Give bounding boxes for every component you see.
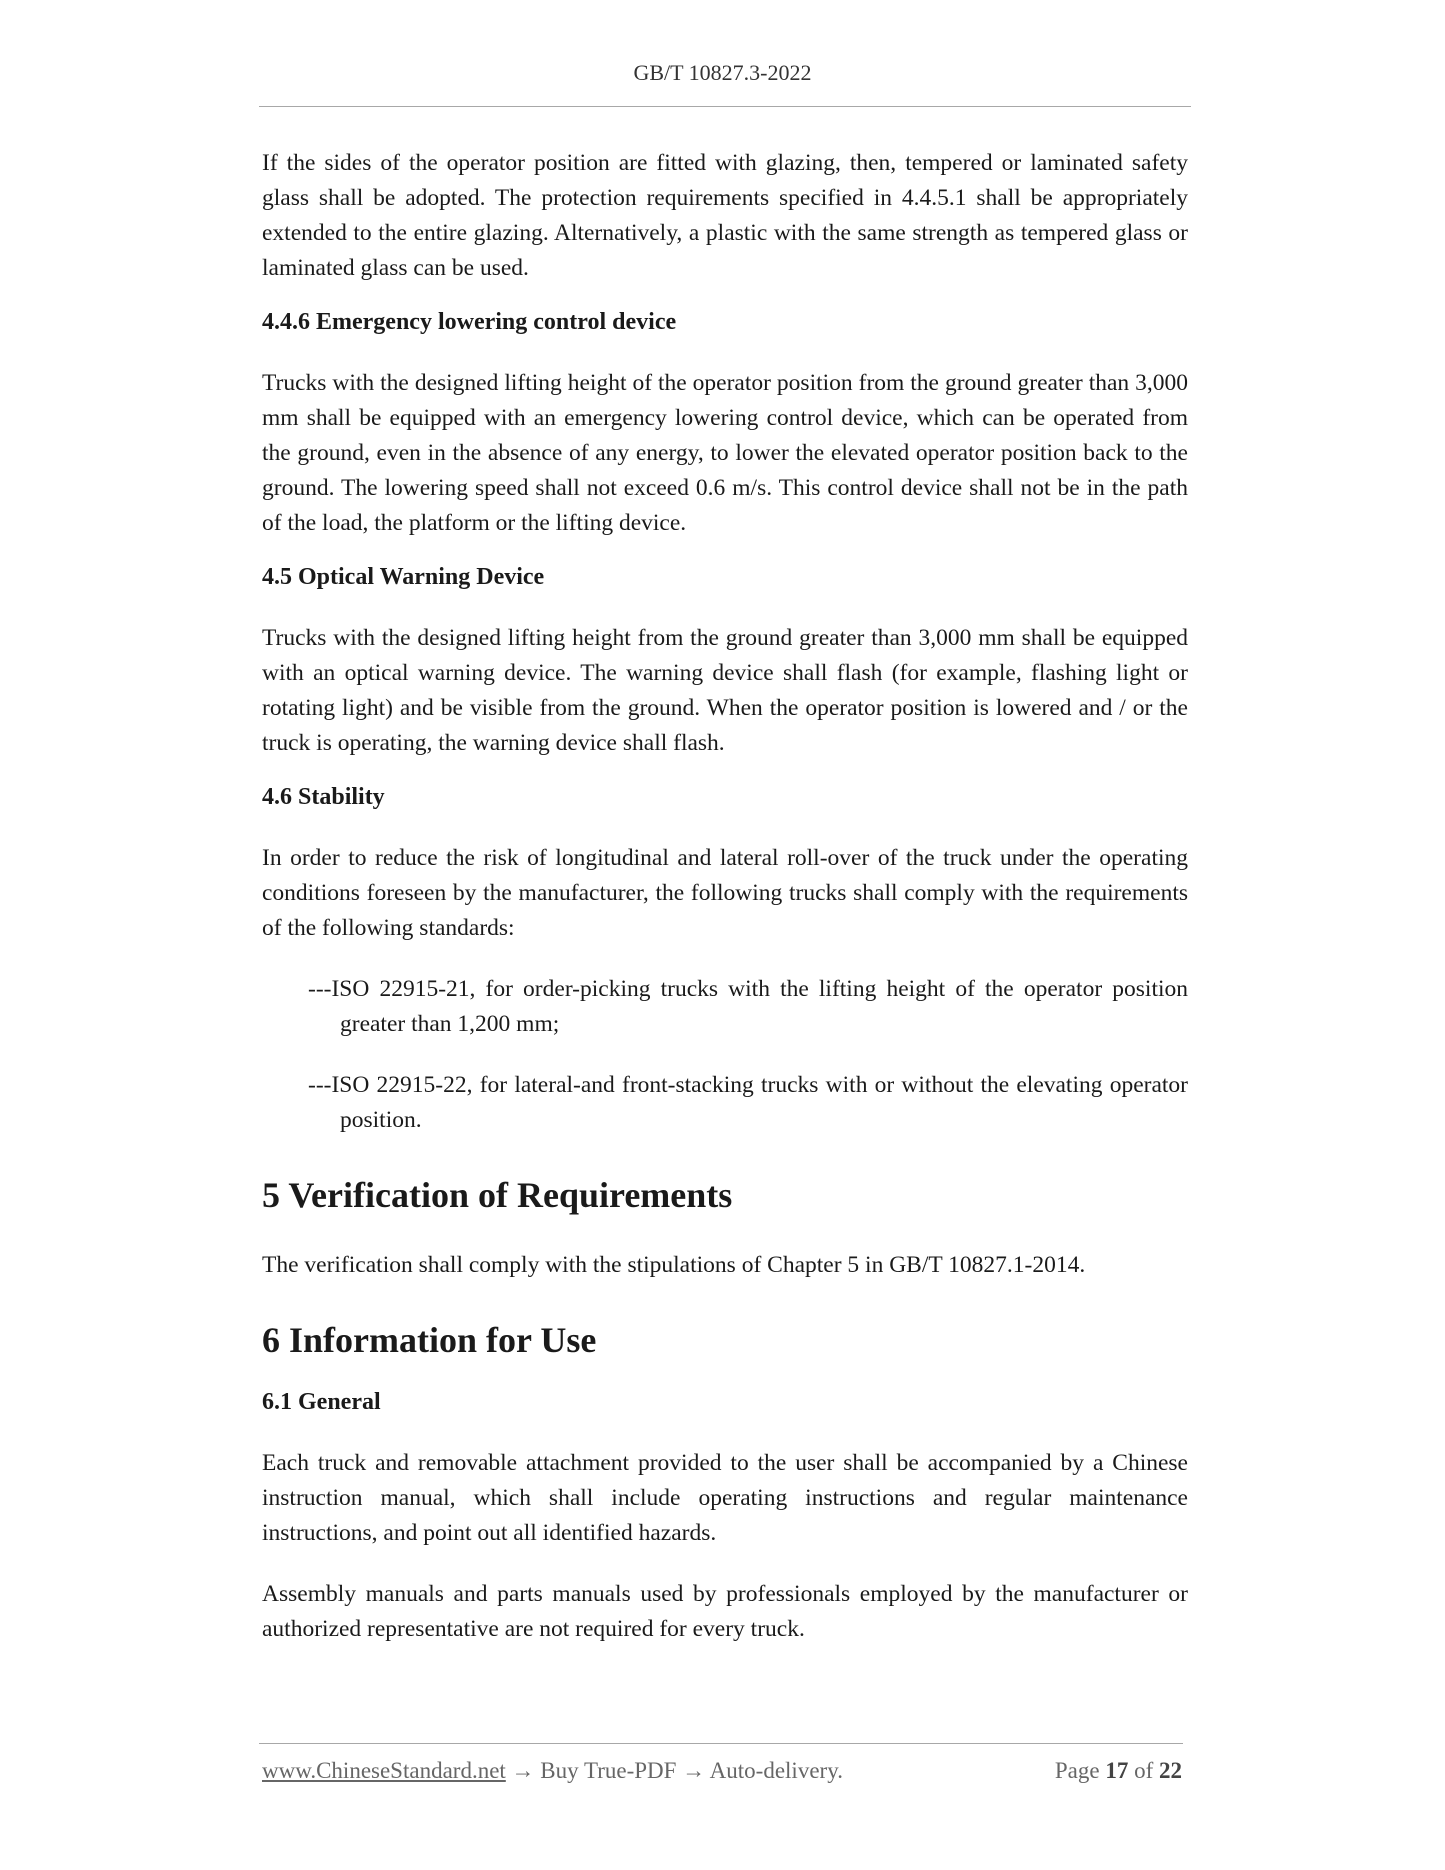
footer-divider — [259, 1743, 1183, 1744]
footer-promo — [262, 1758, 843, 1784]
heading-4-4-6: 4.4.6 Emergency lowering control device — [262, 309, 677, 335]
arrow-right-icon: → — [511, 1758, 535, 1783]
page-label: Page — [1054, 1758, 1100, 1783]
page-current: 17 — [1105, 1758, 1129, 1783]
heading-chapter-5: 5 Verification of Requirements — [262, 1175, 733, 1215]
document-body — [262, 146, 1188, 1673]
paragraph-6-1-a: Each truck and removable attachment provided to the user shall be accompanied by a Chinese instruction manual, which shall include operating instructions and regular maintenance instructions, and point out all identified hazards. — [262, 1450, 1188, 1546]
paragraph-4-5: Trucks with the designed lifting height from the ground greater than 3,000 mm shall be equipped with an optical warning device. The warning device shall flash (for example, flashing light or rotating light) and be visible from the ground. When the operator position is lowered and / or the truck is operating, the warning device shall flash. — [262, 625, 1188, 756]
chinesestandard-link[interactable]: www.ChineseStandard.net — [262, 1758, 506, 1783]
heading-6-1: 6.1 General — [262, 1389, 381, 1415]
paragraph-4-6: In order to reduce the risk of longitudinal and lateral roll-over of the truck under the operating conditions foreseen by the manufacturer, the following trucks shall comply with the requirements of the following standards: — [262, 845, 1188, 941]
page-total: 22 — [1159, 1758, 1182, 1783]
page-footer — [262, 1758, 1182, 1790]
page-of-label: of — [1134, 1758, 1154, 1783]
page-number — [1055, 1758, 1182, 1784]
heading-4-6: 4.6 Stability — [262, 784, 385, 810]
paragraph-4-4-6: Trucks with the designed lifting height of the operator position from the ground greater than 3,000 mm shall be equipped with an emergency lowering control device, which can be operated from the ground, even in the absence of any energy, to lower the elevated operator position back to the ground. The lowering speed shall not exceed 0.6 m/s. This control device shall not be in the path of the load, the platform or the lifting device. — [262, 370, 1188, 536]
buy-true-pdf-text: Buy True-PDF — [540, 1758, 677, 1783]
header-divider — [259, 106, 1191, 107]
paragraph-glazing: If the sides of the operator position are fitted with glazing, then, tempered or laminated safety glass shall be adopted. The protection requirements specified in 4.4.5.1 shall be appropriately extended to the entire glazing. Alternatively, a plastic with the same strength as tempered glass or laminated glass can be used. — [262, 150, 1188, 281]
list-item-iso-22915-21: ---ISO 22915-21, for order-picking trucks with the lifting height of the operator position greater than 1,200 mm; — [308, 976, 1188, 1037]
paragraph-chapter-5: The verification shall comply with the stipulations of Chapter 5 in GB/T 10827.1-2014. — [262, 1252, 1086, 1278]
heading-chapter-6: 6 Information for Use — [262, 1320, 597, 1360]
paragraph-6-1-b: Assembly manuals and parts manuals used by professionals employed by the manufacturer or authorized representative are not required for every truck. — [262, 1581, 1188, 1642]
heading-4-5: 4.5 Optical Warning Device — [262, 564, 545, 590]
list-item-iso-22915-22: ---ISO 22915-22, for lateral-and front-stacking trucks with or without the elevating operator position. — [308, 1072, 1188, 1133]
page-header: GB/T 10827.3-2022 — [633, 60, 812, 85]
auto-delivery-text: Auto-delivery. — [709, 1758, 843, 1783]
arrow-right-icon: → — [682, 1758, 706, 1783]
